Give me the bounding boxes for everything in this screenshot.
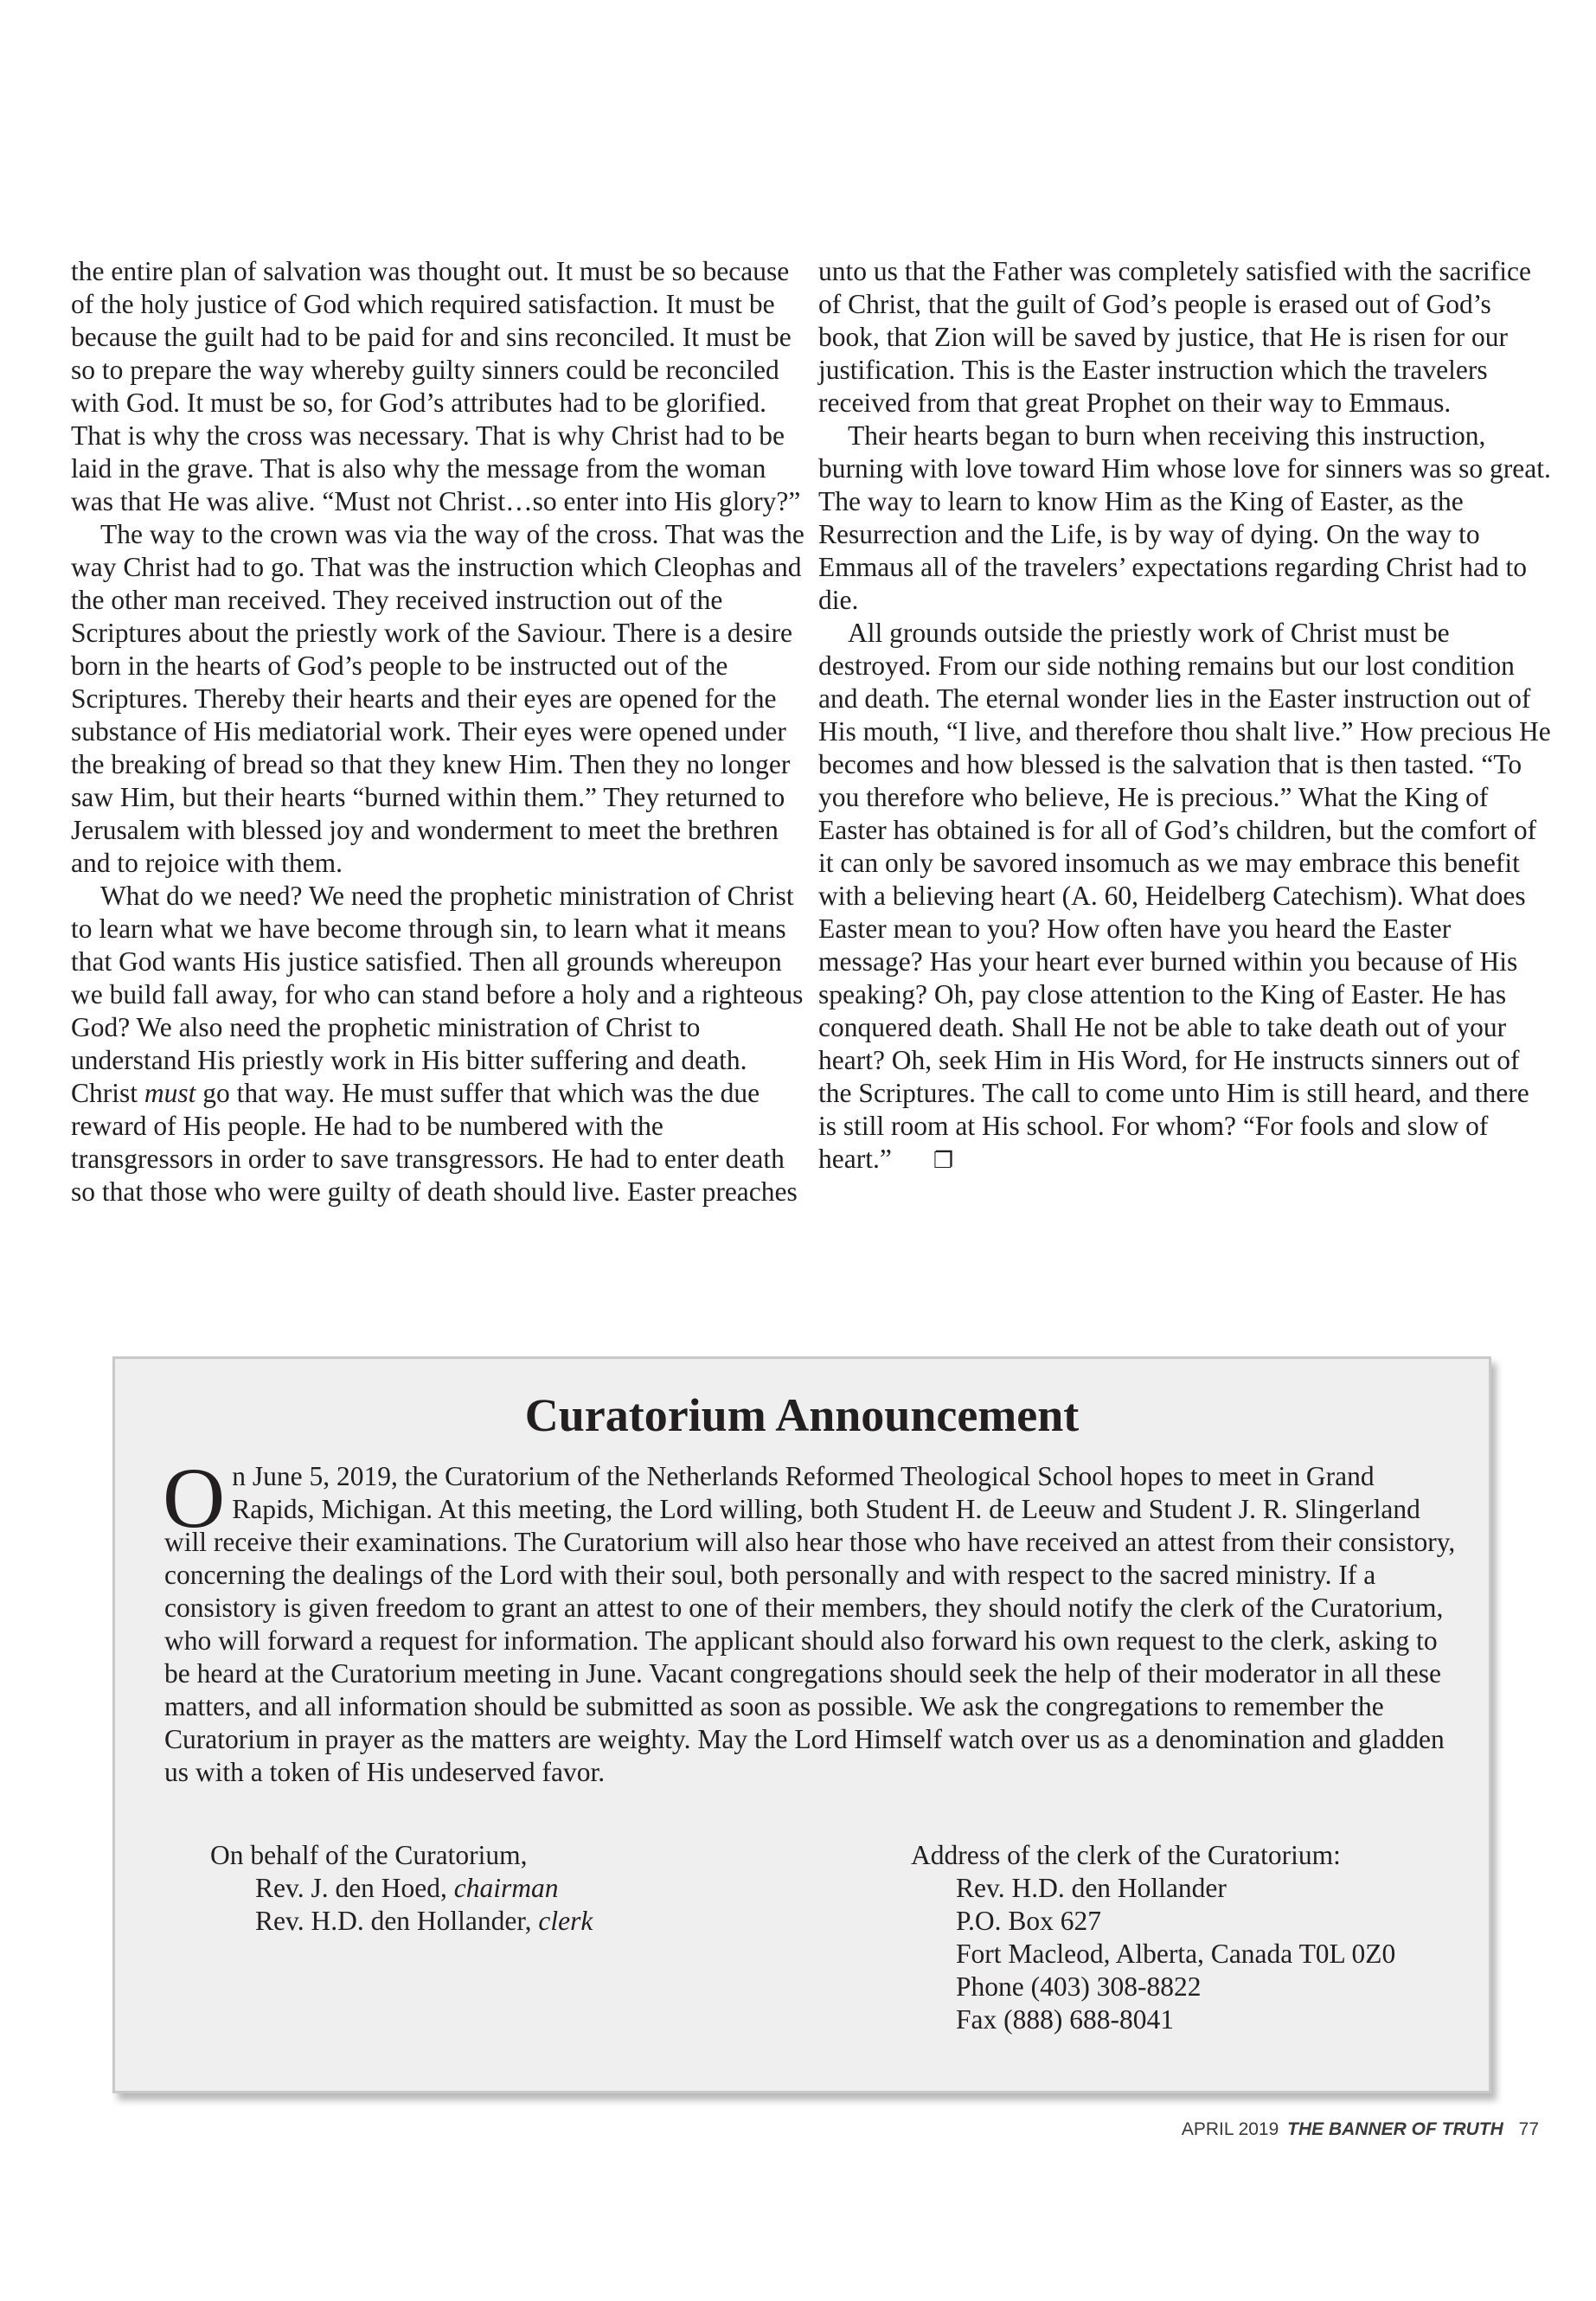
chairman-role: chairman — [453, 1873, 559, 1903]
clerk-role: clerk — [538, 1906, 593, 1936]
article-right-column — [818, 255, 1554, 1177]
announcement-title: Curatorium Announcement — [524, 1389, 1080, 1441]
article-paragraph: The way to the crown was via the way of the cross. That was the way Christ had to go. That was the instruction which Cleophas and the other man received. They received instruction out of the Scriptures about the priestly work of the Saviour. There is a desire born in the hearts of God’s people to be instructed out of the Scriptures. Thereby their hearts and their eyes are opened for the substance of His mediatorial work. Their eyes were opened under the breaking of bread so that they knew Him. Then they no longer saw Him, but their hearts “burned within them.” They returned to Jerusalem with blessed joy and wonderment to meet the brethren and to rejoice with them. — [71, 519, 804, 878]
emphasis-text: must — [144, 1078, 196, 1108]
footer-publication: THE BANNER OF TRUTH — [1287, 2119, 1503, 2139]
signature-heading: On behalf of the Curatorium, — [210, 1840, 528, 1870]
address-block — [911, 1839, 1395, 2036]
page-number: 77 — [1518, 2119, 1539, 2139]
address-fax: Fax (888) 688-8041 — [956, 2004, 1174, 2035]
signature-block — [210, 1839, 593, 1938]
page-footer — [1182, 2119, 1539, 2140]
address-po-box: P.O. Box 627 — [956, 1906, 1102, 1936]
signature-clerk — [210, 1905, 593, 1938]
address-name: Rev. H.D. den Hollander — [956, 1873, 1227, 1903]
address-city: Fort Macleod, Alberta, Canada T0L 0Z0 — [956, 1939, 1396, 1969]
article-left-column — [71, 255, 806, 1208]
article-paragraph — [818, 617, 1554, 1177]
drop-cap: O — [163, 1450, 226, 1546]
article-paragraph: the entire plan of salvation was thought out. It must be so because of the holy justice of God which required satisfaction. It must be because the guilt had to be paid for and sins reconciled. It must be so to prepare the way whereby guilty sinners could be reconciled with God. It must be so, for God’s attributes had to be glorified. That is why the cross was necessary. That is why Christ had to be laid in the grave. That is also why the message from the woman was that He was alive. “Must not Christ…so enter into His glory?” — [71, 256, 801, 516]
announcement-text: n June 5, 2019, the Curatorium of the Netherlands Reformed Theological School hopes to meet in Grand Rapids, Michigan. At this meeting, the Lord willing, both Student H. de Leeuw and Student J. R. Slingerland will receive their examinations. The Curatorium will also hear those who have received an attest from their consistory, concerning the dealings of the Lord with their soul, both personally and with respect to the sacred ministry. If a consistory is given freedom to grant an attest to one of their members, they should notify the clerk of the Curatorium, who will forward a request for information. The applicant should also forward his own request to the clerk, asking to be heard at the Curatorium meeting in June. Vacant congregations should seek the help of their moderator in all these matters, and all information should be submitted as soon as possible. We ask the congregations to remember the Curatorium in prayer as the matters are weighty. May the Lord Himself watch over us as a denomination and gladden us with a token of His undeserved favor. — [164, 1461, 1456, 1787]
footer-date: APRIL 2019 — [1181, 2119, 1279, 2139]
announcement-body — [163, 1450, 1462, 1789]
article-paragraph: unto us that the Father was completely satisfied with the sacrifice of Christ, that the guilt of God’s people is erased out of God’s book, that Zion will be saved by justice, that He is risen for our justification. This is the Easter instruction which the travelers received from that great Prophet on their way to Emmaus. — [818, 256, 1532, 418]
address-heading: Address of the clerk of the Curatorium: — [911, 1840, 1341, 1870]
article-paragraph — [71, 880, 806, 1208]
article-text: go that way. He must suffer that which was the due reward of His people. He had to be numbered with the transgressors in order to save transgressors. He had to enter death so that those who were guilty of death should live. Easter preaches — [71, 1078, 798, 1207]
article-text: All grounds outside the priestly work of Christ must be destroyed. From our side nothing remains but our lost condition and death. The eternal wonder lies in the Easter instruction out of His mouth, “I live, and therefore thou shalt live.” How precious He becomes and how blessed is the salvation that is then tasted. “To you therefore who believe, He is precious.” What the King of Easter has obtained is for all of God’s children, but the comfort of it can only be savored insomuch as we may embrace this benefit with a believing heart (A. 60, Heidelberg Catechism). What does Easter mean to you? How often have you heard the Easter message? Has your heart ever burned within you because of His speaking? Oh, pay close attention to the King of Easter. He has conquered death. Shall He not be able to take death out of your heart? Oh, seek Him in His Word, for He instructs sinners out of the Scriptures. The call to come unto Him is still heard, and there is still room at His school. For whom? “For fools and slow of heart.” — [818, 618, 1551, 1174]
signature-chairman — [210, 1872, 593, 1905]
clerk-name: Rev. H.D. den Hollander, — [255, 1906, 532, 1936]
announcement-box — [112, 1356, 1491, 2093]
article-paragraph: Their hearts began to burn when receiving this instruction, burning with love toward Him whose love for sinners was so great. The way to learn to know Him as the King of Easter, as the Resurrection and the Life, is by way of dying. On the way to Emmaus all of the travelers’ expectations regarding Christ had to die. — [818, 420, 1551, 615]
end-of-article-icon: ❐ — [933, 1148, 954, 1174]
article-text: What do we need? We need the prophetic ministration of Christ to learn what we have become through sin, to learn what it means that God wants His justice satisfied. Then all grounds whereupon we build fall away, for who can stand before a holy and a righteous God? We also need the prophetic ministration of Christ to understand His priestly work in His bitter suffering and death. Christ — [71, 881, 804, 1108]
chairman-name: Rev. J. den Hoed, — [255, 1873, 447, 1903]
address-phone: Phone (403) 308-8822 — [956, 1971, 1202, 2002]
